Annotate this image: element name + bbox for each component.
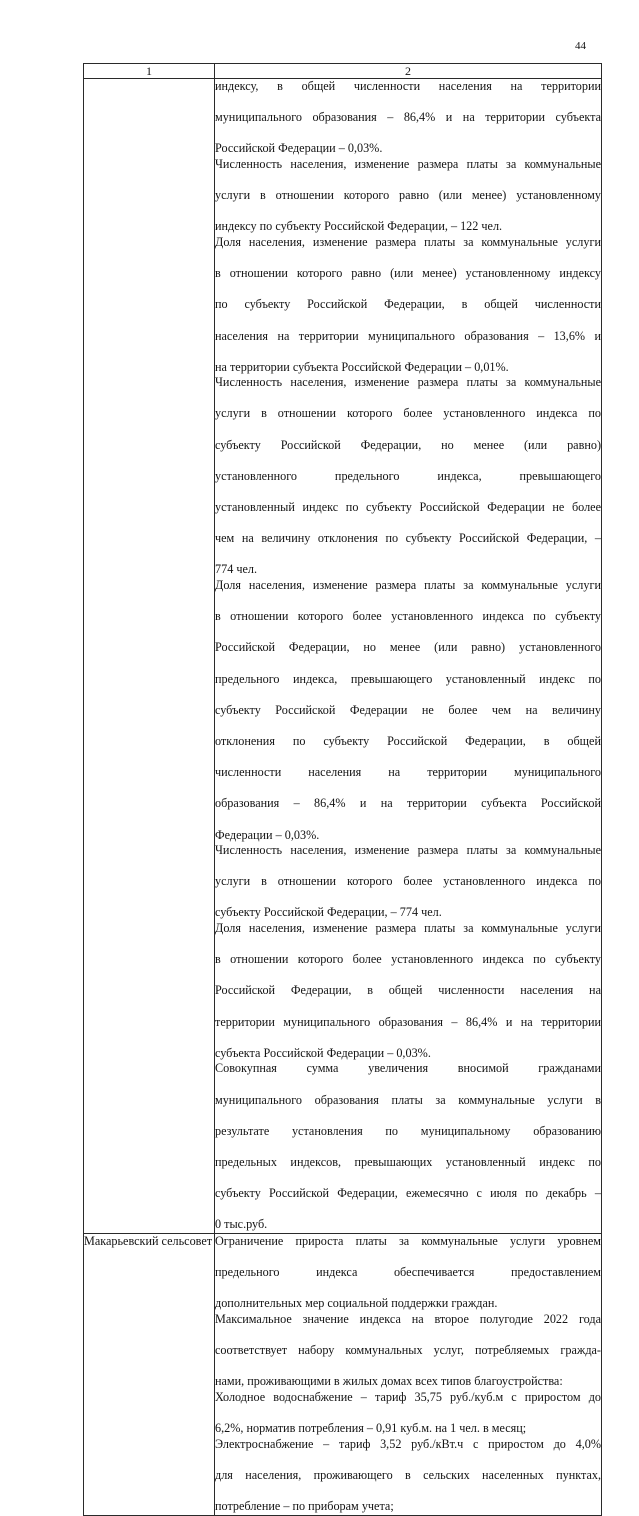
text-line: образования – 86,4% и на территории субъекта Российской bbox=[215, 796, 601, 811]
text-line: услуги в отношении которого более установленного индекса по bbox=[215, 874, 601, 889]
text-line: по субъекту Российской Федерации, в общей численности bbox=[215, 297, 601, 312]
text-line: субъекту Российской Федерации, но менее (или равно) bbox=[215, 437, 601, 452]
description-cell bbox=[215, 79, 602, 1234]
text-line: индексу по субъекту Российской Федерации, – 122 чел. bbox=[215, 219, 503, 234]
text-line: субъекта Российской Федерации – 0,03%. bbox=[215, 1045, 431, 1060]
text-line: численности населения на территории муниципального bbox=[215, 765, 601, 780]
text-line: дополнительных мер социальной поддержки граждан. bbox=[215, 1296, 498, 1311]
municipality-cell bbox=[84, 79, 215, 1234]
text-line: 0 тыс.руб. bbox=[215, 1217, 268, 1232]
text-line: 774 чел. bbox=[215, 562, 257, 577]
text-line: 6,2%, норматив потребления – 0,91 куб.м. на 1 чел. в месяц; bbox=[215, 1421, 527, 1436]
header-col-2: 2 bbox=[215, 64, 602, 79]
text-line: Российской Федерации, но менее (или равно) установленного bbox=[215, 640, 601, 655]
text-line: в отношении которого более установленного индекса по субъекту bbox=[215, 952, 601, 967]
header-col-1: 1 bbox=[84, 64, 215, 79]
text-line: потребление – по приборам учета; bbox=[215, 1499, 394, 1514]
table-row bbox=[84, 79, 602, 1234]
text-line: Российской Федерации – 0,03%. bbox=[215, 141, 383, 156]
text-line: установленного предельного индекса, превышающего bbox=[215, 468, 601, 483]
text-line: для населения, проживающего в сельских населенных пунктах, bbox=[215, 1467, 601, 1482]
table-header-row bbox=[84, 64, 602, 79]
text-line: результате установления по муниципальному образованию bbox=[215, 1123, 601, 1138]
text-line: Численность населения, изменение размера платы за коммунальные bbox=[215, 843, 601, 858]
text-line: установленный индекс по субъекту Российской Федерации не более bbox=[215, 500, 601, 515]
text-line: субъекту Российской Федерации, – 774 чел. bbox=[215, 905, 442, 920]
text-line: Численность населения, изменение размера платы за коммунальные bbox=[215, 156, 601, 171]
text-line: населения на территории муниципального образования – 13,6% и bbox=[215, 328, 601, 343]
text-line: предельных индексов, превышающих установленный индекс по bbox=[215, 1154, 601, 1169]
document-table bbox=[83, 63, 602, 1516]
text-line: нами, проживающими в жилых домах всех типов благоустройства: bbox=[215, 1374, 563, 1389]
municipality-cell: Макарьевский сельсовет bbox=[84, 1233, 215, 1515]
page-number: 44 bbox=[575, 40, 586, 52]
text-line: Доля населения, изменение размера платы за коммунальные услуги bbox=[215, 578, 601, 592]
text-line: субъекту Российской Федерации, ежемесячно с июля по декабрь – bbox=[215, 1186, 601, 1201]
text-line: отклонения по субъекту Российской Федерации, в общей bbox=[215, 733, 601, 748]
text-line: Доля населения, изменение размера платы за коммунальные услуги bbox=[215, 234, 601, 249]
text-line: Федерации – 0,03%. bbox=[215, 827, 320, 842]
text-line: услуги в отношении которого равно (или менее) установленному bbox=[215, 188, 601, 203]
text-line: Электроснабжение – тариф 3,52 руб./кВт.ч с приростом до 4,0% bbox=[215, 1436, 601, 1451]
text-line: Ограничение прироста платы за коммунальные услуги уровнем bbox=[215, 1233, 601, 1248]
text-line: Холодное водоснабжение – тариф 35,75 руб./куб.м с приростом до bbox=[215, 1389, 601, 1404]
text-line: предельного индекса, превышающего установленный индекс по bbox=[215, 671, 601, 686]
text-line: Максимальное значение индекса на второе полугодие 2022 года bbox=[215, 1311, 601, 1326]
text-line: на территории субъекта Российской Федерации – 0,01%. bbox=[215, 359, 509, 374]
text-line: территории муниципального образования – 86,4% и на территории bbox=[215, 1014, 601, 1029]
text-line: муниципального образования платы за коммунальные услуги в bbox=[215, 1092, 601, 1107]
text-line: Совокупная сумма увеличения вносимой гражданами bbox=[215, 1061, 601, 1076]
text-line: Доля населения, изменение размера платы за коммунальные услуги bbox=[215, 921, 601, 936]
text-line: услуги в отношении которого более установленного индекса по bbox=[215, 406, 601, 421]
text-line: субъекту Российской Федерации не более чем на величину bbox=[215, 702, 601, 717]
text-line: Российской Федерации, в общей численности населения на bbox=[215, 983, 601, 998]
text-line: соответствует набору коммунальных услуг, потребляемых гражда- bbox=[215, 1343, 601, 1358]
text-line: предельного индекса обеспечивается предоставлением bbox=[215, 1265, 601, 1280]
table-row bbox=[84, 1233, 602, 1515]
text-line: Численность населения, изменение размера платы за коммунальные bbox=[215, 375, 601, 390]
text-line: муниципального образования – 86,4% и на территории субъекта bbox=[215, 110, 601, 125]
text-line: в отношении которого равно (или менее) установленному индексу bbox=[215, 266, 601, 281]
text-line: в отношении которого более установленного индекса по субъекту bbox=[215, 609, 601, 624]
description-cell bbox=[215, 1233, 602, 1515]
text-line: индексу, в общей численности населения на территории bbox=[215, 79, 601, 93]
text-line: чем на величину отклонения по субъекту Российской Федерации, – bbox=[215, 531, 601, 546]
